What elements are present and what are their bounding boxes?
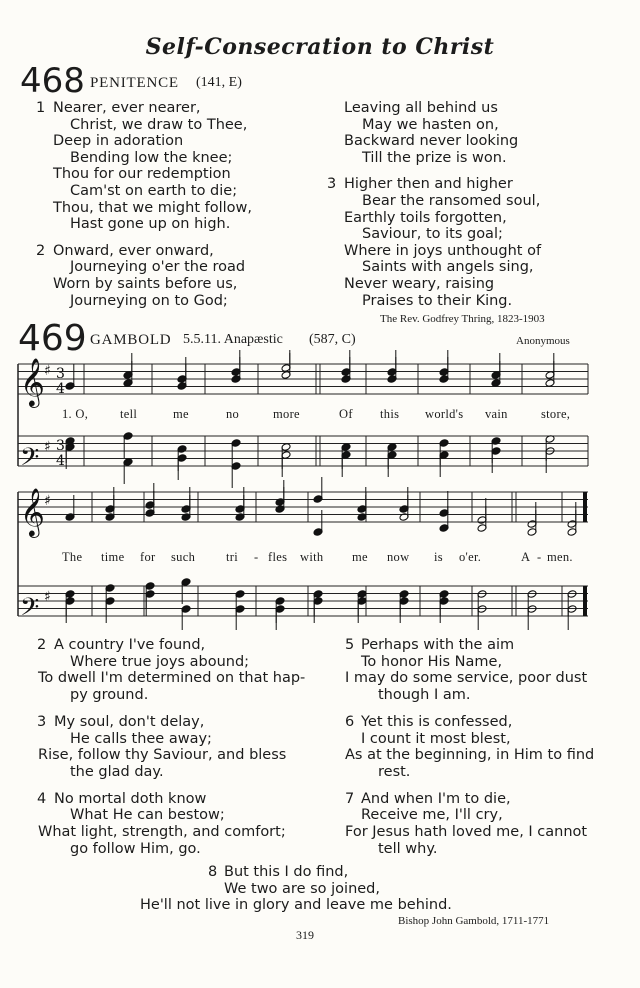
verse-line: He calls thee away;	[70, 730, 212, 747]
lyric-syllable: more	[273, 407, 300, 421]
verse-line: Praises to their King.	[362, 292, 513, 309]
verse-line: Bear the ransomed soul,	[362, 193, 541, 209]
verse-line: As at the beginning, in Him to find	[345, 747, 595, 764]
final-barline	[583, 492, 587, 522]
lyric-syllable: me	[352, 550, 368, 564]
lyric-syllable: for	[140, 550, 156, 564]
verse-line: I count it most blest,	[361, 730, 511, 747]
verse-number: 3	[327, 176, 337, 193]
lyric-syllable: such	[171, 550, 196, 564]
verse-line: My soul, don't delay,	[54, 713, 205, 730]
verse-line: We two are so joined,	[224, 880, 380, 897]
verse-line: What He can bestow;	[70, 807, 225, 824]
verse-line: though I am.	[378, 686, 471, 703]
verse-line: May we hasten on,	[362, 116, 499, 133]
time-signature-bottom: 4	[56, 381, 65, 397]
hymn-469-tune: GAMBOLD	[90, 332, 172, 348]
hymn-468-meter: (141, E)	[196, 75, 242, 90]
verse-line: Bending low the knee;	[70, 149, 233, 166]
verse-line: Deep in adoration	[53, 133, 184, 150]
treble-clef: 𝄞	[20, 487, 45, 536]
verse-line: I may do some service, poor dust	[345, 670, 588, 687]
hymn-468-author: The Rev. Godfrey Thring, 1823-1903	[380, 313, 545, 325]
music-score	[0, 350, 640, 630]
verse-line: Backward never looking	[344, 133, 519, 150]
hymn-469-meter-code: (587, C)	[309, 332, 356, 347]
verse-line: For Jesus hath loved me, I cannot	[345, 824, 588, 840]
verse-line: Saints with angels sing,	[362, 259, 534, 276]
verse-line: Leaving all behind us	[344, 100, 498, 116]
verse-line: Onward, ever onward,	[53, 242, 214, 259]
lyric-syllable: A	[521, 550, 531, 564]
verse-line: Where true joys abound;	[70, 653, 250, 670]
verse-number: 2	[37, 637, 47, 653]
verse-line: Earthly toils forgotten,	[344, 209, 507, 226]
lyric-syllable: men.	[547, 550, 573, 564]
sharp-sign: ♯	[44, 493, 51, 509]
verse-line: Worn by saints before us,	[53, 276, 238, 292]
verse-line: the glad day.	[70, 763, 164, 780]
verse-line: Thou for our redemption	[53, 166, 231, 183]
bass-clef: 𝄢	[20, 443, 40, 478]
time-signature-top: 3	[56, 366, 65, 382]
verse-line: And when I'm to die,	[361, 790, 511, 807]
lyric-syllable: this	[380, 407, 400, 421]
verse-number: 5	[345, 637, 355, 653]
lyric-syllable: now	[387, 550, 410, 564]
lyric-syllable: no	[226, 407, 240, 421]
verse-line: Cam'st on earth to die;	[70, 183, 238, 199]
lyric-syllable: Of	[339, 407, 353, 421]
treble-clef: 𝄞	[20, 357, 45, 406]
verse-line: go follow Him, go.	[70, 840, 201, 857]
lyric-syllable: with	[300, 550, 324, 564]
time-signature-top: 3	[56, 438, 65, 454]
lyric-syllable: store,	[541, 407, 571, 421]
verse-line: Perhaps with the aim	[361, 637, 515, 653]
final-barline	[583, 586, 587, 616]
verse-line: A country I've found,	[54, 637, 206, 653]
lyric-syllable: time	[101, 550, 125, 564]
verse-number: 8	[208, 864, 218, 880]
verse-line: To honor His Name,	[361, 653, 503, 670]
verse-line: No mortal doth know	[54, 790, 207, 807]
lyric-syllable: 1. O,	[62, 407, 89, 421]
lyric-syllable: fles	[268, 550, 288, 564]
verse-line: Journeying on to God;	[70, 292, 228, 309]
verse-line: Journeying o'er the road	[70, 259, 246, 276]
hymn-469-composer: Anonymous	[516, 335, 570, 347]
verse-number: 7	[345, 790, 355, 807]
page-number: 319	[296, 928, 314, 942]
verse-line: Nearer, ever nearer,	[53, 100, 201, 116]
verse-line: To dwell I'm determined on that hap-	[38, 670, 306, 687]
verse-line: But this I do find,	[224, 864, 349, 880]
verse-number: 6	[345, 713, 355, 730]
lyric-syllable: tell	[120, 407, 138, 421]
hymn-469-author: Bishop John Gambold, 1711-1771	[398, 915, 550, 927]
verse-line: tell why.	[378, 840, 438, 857]
hymn-468-tune: PENITENCE	[90, 75, 179, 91]
hymn-469-number: 469	[18, 318, 87, 359]
lyric-syllable: tri	[226, 550, 239, 564]
verse-line: py ground.	[70, 686, 149, 703]
verse-number: 2	[36, 242, 46, 259]
verse-line: Yet this is confessed,	[361, 713, 513, 730]
sharp-sign: ♯	[44, 439, 51, 455]
lyric-syllable: -	[254, 550, 259, 564]
lyric-syllable: -	[537, 550, 542, 564]
bass-clef: 𝄢	[20, 593, 40, 628]
verse-line: rest.	[378, 763, 411, 780]
verse-line: What light, strength, and comfort;	[38, 824, 286, 840]
verse-line: Hast gone up on high.	[70, 216, 231, 233]
lyric-syllable: The	[62, 550, 83, 564]
verse-line: Never weary, raising	[344, 276, 495, 292]
lyric-syllable: me	[173, 407, 189, 421]
verse-line: Thou, that we might follow,	[53, 199, 252, 216]
verse-line: Where in joys unthought of	[344, 242, 542, 259]
verse-number: 1	[36, 100, 46, 116]
verse-line: Receive me, I'll cry,	[361, 807, 503, 824]
verse-line: Rise, follow thy Saviour, and bless	[38, 747, 287, 764]
lyric-syllable: o'er.	[459, 550, 482, 564]
time-signature-bottom: 4	[56, 453, 65, 469]
verse-line: Christ, we draw to Thee,	[70, 116, 248, 133]
verse-number: 4	[37, 790, 47, 807]
verse-line: Saviour, to its goal;	[362, 226, 503, 243]
sharp-sign: ♯	[44, 363, 51, 379]
lyric-syllable: vain	[485, 407, 508, 421]
hymn-469-meter: 5.5.11. Anapæstic	[183, 332, 283, 347]
verse-line: He'll not live in glory and leave me behind.	[140, 897, 452, 914]
lyric-syllable: world's	[425, 407, 464, 421]
hymn-468-number: 468	[20, 61, 85, 101]
page-title: Self-Consecration to Christ	[145, 34, 495, 60]
verse-line: Higher then and higher	[344, 176, 513, 193]
sharp-sign: ♯	[44, 589, 51, 605]
verse-line: Till the prize is won.	[362, 149, 507, 166]
verse-number: 3	[37, 713, 47, 730]
lyric-syllable: is	[434, 550, 443, 564]
